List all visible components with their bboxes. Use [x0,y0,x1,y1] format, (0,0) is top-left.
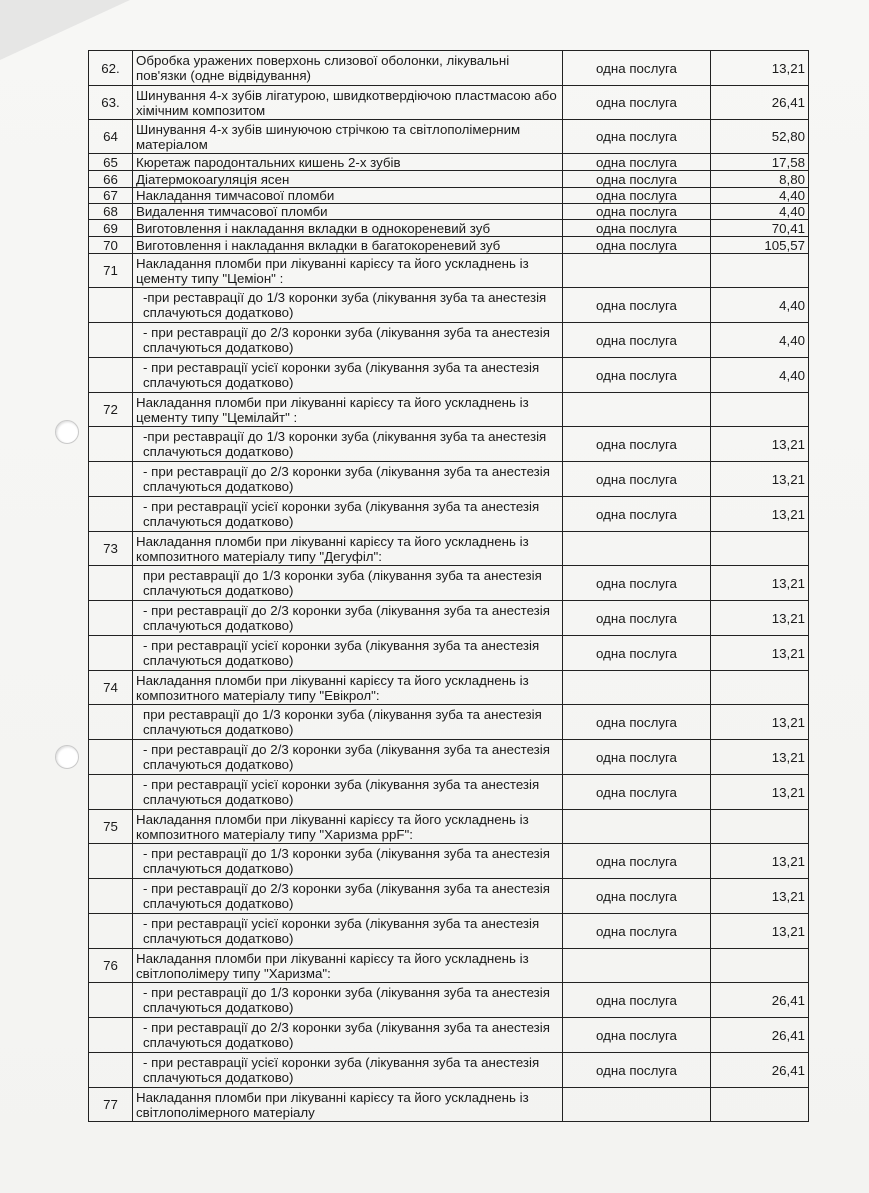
service-name: Виготовлення і накладання вкладки в однокореневий зуб [133,220,563,237]
service-name: - при реставрації до 2/3 коронки зуба (лікування зуба та анестезія сплачуються додатково) [133,323,563,358]
service-price: 26,41 [711,1053,809,1088]
empty-cell [89,427,133,462]
service-price: 13,21 [711,740,809,775]
group-title: Накладання пломби при лікуванні карієсу та його ускладнень із цементу типу "Цемілайт" : [133,393,563,427]
table-row [89,1053,809,1088]
group-title: Накладання пломби при лікуванні карієсу та його ускладнень із світлополімерного матеріалу [133,1088,563,1122]
service-name: Шинування 4-х зубів шинуючою стрічкою та світлополімерним матеріалом [133,120,563,154]
service-name: Обробка уражених поверхонь слизової оболонки, лікувальні пов'язки (одне відвідування) [133,51,563,86]
group-number: 74 [89,671,133,705]
row-number: 63. [89,86,133,120]
empty-cell [89,1018,133,1053]
row-number: 70 [89,237,133,254]
service-unit: одна послуга [563,204,711,220]
service-unit: одна послуга [563,705,711,740]
service-price: 13,21 [711,601,809,636]
table-row [89,879,809,914]
table-row [89,323,809,358]
service-unit: одна послуга [563,237,711,254]
empty-cell [711,1088,809,1122]
group-header-row [89,810,809,844]
empty-cell [711,949,809,983]
service-unit: одна послуга [563,497,711,532]
table-row [89,154,809,171]
empty-cell [563,671,711,705]
service-unit: одна послуга [563,188,711,204]
table-row [89,358,809,393]
service-price: 4,40 [711,358,809,393]
service-price: 4,40 [711,204,809,220]
group-number: 76 [89,949,133,983]
service-unit: одна послуга [563,740,711,775]
service-price: 13,21 [711,497,809,532]
service-unit: одна послуга [563,914,711,949]
table-row [89,188,809,204]
table-row [89,775,809,810]
service-name: - при реставрації усієї коронки зуба (лікування зуба та анестезія сплачуються додатково) [133,358,563,393]
service-name: -при реставрації до 1/3 коронки зуба (лікування зуба та анестезія сплачуються додатково) [133,288,563,323]
service-price: 13,21 [711,462,809,497]
row-number: 69 [89,220,133,237]
table-row [89,237,809,254]
table-row [89,844,809,879]
row-number: 62. [89,51,133,86]
service-name: при реставрації до 1/3 коронки зуба (лікування зуба та анестезія сплачуються додатково) [133,566,563,601]
service-price: 26,41 [711,86,809,120]
group-number: 71 [89,254,133,288]
service-name: Кюретаж пародонтальних кишень 2-х зубів [133,154,563,171]
service-unit: одна послуга [563,323,711,358]
service-unit: одна послуга [563,601,711,636]
empty-cell [563,532,711,566]
empty-cell [89,601,133,636]
table-row [89,120,809,154]
service-price: 13,21 [711,566,809,601]
service-price: 4,40 [711,188,809,204]
table-row [89,171,809,188]
service-unit: одна послуга [563,220,711,237]
empty-cell [89,566,133,601]
group-title: Накладання пломби при лікуванні карієсу та його ускладнень із цементу типу "Цеміон" : [133,254,563,288]
empty-cell [711,532,809,566]
table-row [89,740,809,775]
empty-cell [89,497,133,532]
empty-cell [711,254,809,288]
table-row [89,86,809,120]
group-number: 73 [89,532,133,566]
service-price: 4,40 [711,288,809,323]
empty-cell [563,393,711,427]
service-price: 105,57 [711,237,809,254]
service-price: 13,21 [711,879,809,914]
empty-cell [89,462,133,497]
service-name: - при реставрації усієї коронки зуба (лікування зуба та анестезія сплачуються додатково) [133,914,563,949]
empty-cell [89,636,133,671]
table-row [89,427,809,462]
empty-cell [89,740,133,775]
service-unit: одна послуга [563,51,711,86]
group-header-row [89,532,809,566]
service-unit: одна послуга [563,879,711,914]
service-price: 13,21 [711,775,809,810]
empty-cell [563,254,711,288]
table-row [89,636,809,671]
service-price: 13,21 [711,844,809,879]
service-unit: одна послуга [563,154,711,171]
group-number: 75 [89,810,133,844]
service-unit: одна послуга [563,120,711,154]
row-number: 66 [89,171,133,188]
service-price: 70,41 [711,220,809,237]
table-row [89,566,809,601]
service-price: 52,80 [711,120,809,154]
service-name: - при реставрації усієї коронки зуба (лікування зуба та анестезія сплачуються додатково) [133,497,563,532]
service-name: - при реставрації до 1/3 коронки зуба (лікування зуба та анестезія сплачуються додатково) [133,844,563,879]
empty-cell [563,810,711,844]
service-unit: одна послуга [563,1053,711,1088]
service-name: - при реставрації усієї коронки зуба (лікування зуба та анестезія сплачуються додатково) [133,636,563,671]
empty-cell [89,914,133,949]
empty-cell [89,983,133,1018]
service-unit: одна послуга [563,844,711,879]
service-name: -при реставрації до 1/3 коронки зуба (лікування зуба та анестезія сплачуються додатково) [133,427,563,462]
service-unit: одна послуга [563,171,711,188]
service-unit: одна послуга [563,358,711,393]
empty-cell [89,288,133,323]
service-unit: одна послуга [563,566,711,601]
table-row [89,705,809,740]
service-name: - при реставрації до 2/3 коронки зуба (лікування зуба та анестезія сплачуються додатково) [133,740,563,775]
service-price: 13,21 [711,914,809,949]
service-price: 8,80 [711,171,809,188]
service-name: Виготовлення і накладання вкладки в багатокореневий зуб [133,237,563,254]
service-price: 26,41 [711,1018,809,1053]
group-header-row [89,1088,809,1122]
table-row [89,220,809,237]
row-number: 64 [89,120,133,154]
service-price: 13,21 [711,636,809,671]
row-number: 65 [89,154,133,171]
service-price: 26,41 [711,983,809,1018]
group-title: Накладання пломби при лікуванні карієсу та його ускладнень із світлополімеру типу "Харизма": [133,949,563,983]
service-name: - при реставрації до 1/3 коронки зуба (лікування зуба та анестезія сплачуються додатково) [133,983,563,1018]
row-number: 68 [89,204,133,220]
price-table-body [89,51,809,1122]
table-row [89,1018,809,1053]
empty-cell [89,879,133,914]
group-header-row [89,949,809,983]
service-unit: одна послуга [563,288,711,323]
service-price: 4,40 [711,323,809,358]
service-name: - при реставрації до 2/3 коронки зуба (лікування зуба та анестезія сплачуються додатково) [133,462,563,497]
service-name: - при реставрації усієї коронки зуба (лікування зуба та анестезія сплачуються додатково) [133,1053,563,1088]
service-price: 13,21 [711,705,809,740]
service-unit: одна послуга [563,427,711,462]
service-unit: одна послуга [563,86,711,120]
service-unit: одна послуга [563,1018,711,1053]
service-name: при реставрації до 1/3 коронки зуба (лікування зуба та анестезія сплачуються додатково) [133,705,563,740]
table-row [89,601,809,636]
table-row [89,914,809,949]
empty-cell [89,844,133,879]
service-name: - при реставрації до 2/3 коронки зуба (лікування зуба та анестезія сплачуються додатково) [133,879,563,914]
group-title: Накладання пломби при лікуванні карієсу та його ускладнень із композитного матеріалу типу "Дегуфіл": [133,532,563,566]
group-number: 77 [89,1088,133,1122]
empty-cell [711,393,809,427]
service-name: - при реставрації до 2/3 коронки зуба (лікування зуба та анестезія сплачуються додатково) [133,1018,563,1053]
table-row [89,983,809,1018]
table-row [89,204,809,220]
price-table [88,50,809,1122]
service-name: - при реставрації усієї коронки зуба (лікування зуба та анестезія сплачуються додатково) [133,775,563,810]
table-row [89,462,809,497]
service-price: 13,21 [711,427,809,462]
empty-cell [89,775,133,810]
service-unit: одна послуга [563,775,711,810]
empty-cell [563,949,711,983]
service-name: Діатермокоагуляція ясен [133,171,563,188]
group-title: Накладання пломби при лікуванні карієсу та його ускладнень із композитного матеріалу типу "Харизма ррF": [133,810,563,844]
table-row [89,497,809,532]
group-title: Накладання пломби при лікуванні карієсу та його ускладнень із композитного матеріалу типу "Евікрол": [133,671,563,705]
group-header-row [89,393,809,427]
empty-cell [89,323,133,358]
service-unit: одна послуга [563,636,711,671]
service-price: 13,21 [711,51,809,86]
service-name: Накладання тимчасової пломби [133,188,563,204]
empty-cell [711,810,809,844]
punch-hole-top [55,420,79,444]
service-unit: одна послуга [563,983,711,1018]
empty-cell [563,1088,711,1122]
empty-cell [711,671,809,705]
punch-hole-bottom [55,745,79,769]
service-name: Видалення тимчасової пломби [133,204,563,220]
service-unit: одна послуга [563,462,711,497]
empty-cell [89,358,133,393]
service-name: Шинування 4-х зубів лігатурою, швидкотвердіючою пластмасою або хімічним композитом [133,86,563,120]
service-name: - при реставрації до 2/3 коронки зуба (лікування зуба та анестезія сплачуються додатково) [133,601,563,636]
group-header-row [89,671,809,705]
service-price: 17,58 [711,154,809,171]
row-number: 67 [89,188,133,204]
group-header-row [89,254,809,288]
empty-cell [89,1053,133,1088]
table-row [89,51,809,86]
empty-cell [89,705,133,740]
group-number: 72 [89,393,133,427]
table-row [89,288,809,323]
